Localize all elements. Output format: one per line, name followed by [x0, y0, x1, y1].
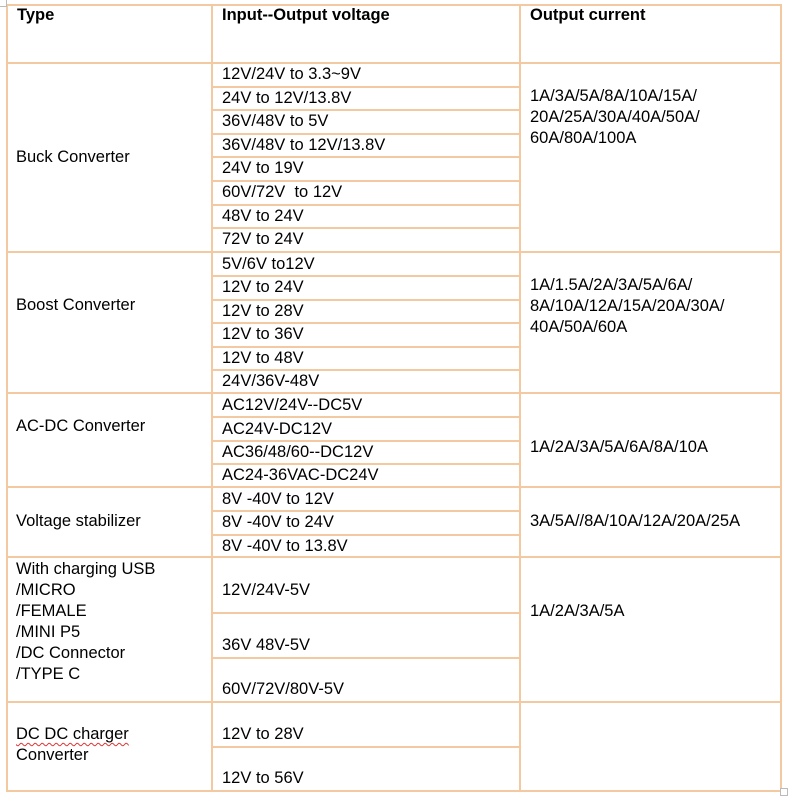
- row-divider: [211, 322, 521, 324]
- row-divider: [211, 612, 521, 614]
- type-dc-dc-charger-text: DC DC charger: [16, 725, 129, 743]
- table-border: [6, 62, 782, 64]
- type-voltage-stabilizer: Voltage stabilizer: [16, 512, 141, 530]
- current-line: 3A/5A//8A/10A/12A/20A/25A: [530, 512, 741, 530]
- voltage-cell: AC36/48/60--DC12V: [222, 443, 374, 461]
- voltage-cell: 12V to 36V: [222, 325, 304, 343]
- voltage-cell: AC24V-DC12V: [222, 420, 333, 438]
- row-divider: [211, 510, 521, 512]
- voltage-cell: AC12V/24V--DC5V: [222, 396, 363, 414]
- current-line: 1A/2A/3A/5A: [530, 602, 625, 620]
- row-divider: [211, 133, 521, 135]
- voltage-cell: 60V/72V/80V-5V: [222, 680, 345, 698]
- voltage-cell: AC24-36VAC-DC24V: [222, 466, 379, 484]
- type-usb-line: /DC Connector: [16, 644, 126, 662]
- row-divider: [211, 440, 521, 442]
- current-line: 60A/80A/100A: [530, 129, 637, 147]
- table-move-handle[interactable]: [0, 0, 7, 7]
- row-divider: [211, 109, 521, 111]
- row-divider: [211, 227, 521, 229]
- table-border: [6, 486, 782, 488]
- table-border: [780, 4, 782, 792]
- voltage-cell: 12V to 48V: [222, 349, 304, 367]
- row-divider: [211, 346, 521, 348]
- type-dc-dc-charger-line: Converter: [16, 746, 89, 764]
- row-divider: [211, 534, 521, 536]
- type-boost-converter: Boost Converter: [16, 296, 136, 314]
- row-divider: [211, 156, 521, 158]
- type-usb-line: With charging USB: [16, 560, 156, 578]
- voltage-cell: 12V to 24V: [222, 278, 304, 296]
- voltage-cell: 12V/24V to 3.3~9V: [222, 65, 361, 83]
- row-divider: [211, 275, 521, 277]
- table-border: [6, 251, 782, 253]
- current-line: 1A/3A/5A/8A/10A/15A/: [530, 87, 697, 105]
- row-divider: [211, 299, 521, 301]
- header-current: Output current: [530, 6, 646, 24]
- table-border: [6, 556, 782, 558]
- table-border: [6, 4, 782, 6]
- table-border: [519, 4, 521, 792]
- row-divider: [211, 369, 521, 371]
- voltage-cell: 12V to 28V: [222, 725, 304, 743]
- voltage-cell: 36V/48V to 5V: [222, 112, 329, 130]
- voltage-cell: 12V to 56V: [222, 769, 304, 787]
- voltage-cell: 48V to 24V: [222, 207, 304, 225]
- type-usb-line: /FEMALE: [16, 602, 87, 620]
- voltage-cell: 24V/36V-48V: [222, 372, 320, 390]
- type-usb-line: /MINI P5: [16, 623, 81, 641]
- voltage-cell: 8V -40V to 13.8V: [222, 537, 348, 555]
- row-divider: [211, 204, 521, 206]
- row-divider: [211, 463, 521, 465]
- table-border: [6, 392, 782, 394]
- table-border: [6, 790, 782, 792]
- voltage-cell: 12V to 28V: [222, 302, 304, 320]
- voltage-cell: 12V/24V-5V: [222, 581, 311, 599]
- voltage-cell: 5V/6V to12V: [222, 255, 315, 273]
- row-divider: [211, 746, 521, 748]
- converter-spec-table: [6, 4, 782, 792]
- table-border: [211, 4, 213, 792]
- current-line: 1A/2A/3A/5A/6A/8A/10A: [530, 438, 708, 456]
- voltage-cell: 36V 48V-5V: [222, 636, 311, 654]
- row-divider: [211, 180, 521, 182]
- table-border: [6, 701, 782, 703]
- type-usb-line: /MICRO: [16, 581, 76, 599]
- row-divider: [211, 86, 521, 88]
- current-line: 1A/1.5A/2A/3A/5A/6A/: [530, 276, 693, 294]
- voltage-cell: 8V -40V to 24V: [222, 513, 334, 531]
- type-dc-dc-charger-line: [6, 724, 129, 745]
- type-buck-converter: Buck Converter: [16, 148, 130, 166]
- type-ac-dc-converter: AC-DC Converter: [16, 417, 146, 435]
- current-line: 40A/50A/60A: [530, 318, 628, 336]
- voltage-cell: 24V to 12V/13.8V: [222, 89, 352, 107]
- header-type: Type: [17, 6, 55, 24]
- row-divider: [211, 657, 521, 659]
- current-line: 8A/10A/12A/15A/20A/30A/: [530, 297, 725, 315]
- table-resize-handle[interactable]: [780, 788, 788, 796]
- voltage-cell: 8V -40V to 12V: [222, 490, 334, 508]
- current-line: 20A/25A/30A/40A/50A/: [530, 108, 700, 126]
- voltage-cell: 36V/48V to 12V/13.8V: [222, 136, 386, 154]
- voltage-cell: 24V to 19V: [222, 159, 304, 177]
- voltage-cell: 60V/72V to 12V: [222, 183, 343, 201]
- voltage-cell: 72V to 24V: [222, 230, 304, 248]
- table-border: [6, 4, 8, 792]
- type-usb-line: /TYPE C: [16, 665, 81, 683]
- row-divider: [211, 416, 521, 418]
- header-voltage: Input--Output voltage: [222, 6, 390, 24]
